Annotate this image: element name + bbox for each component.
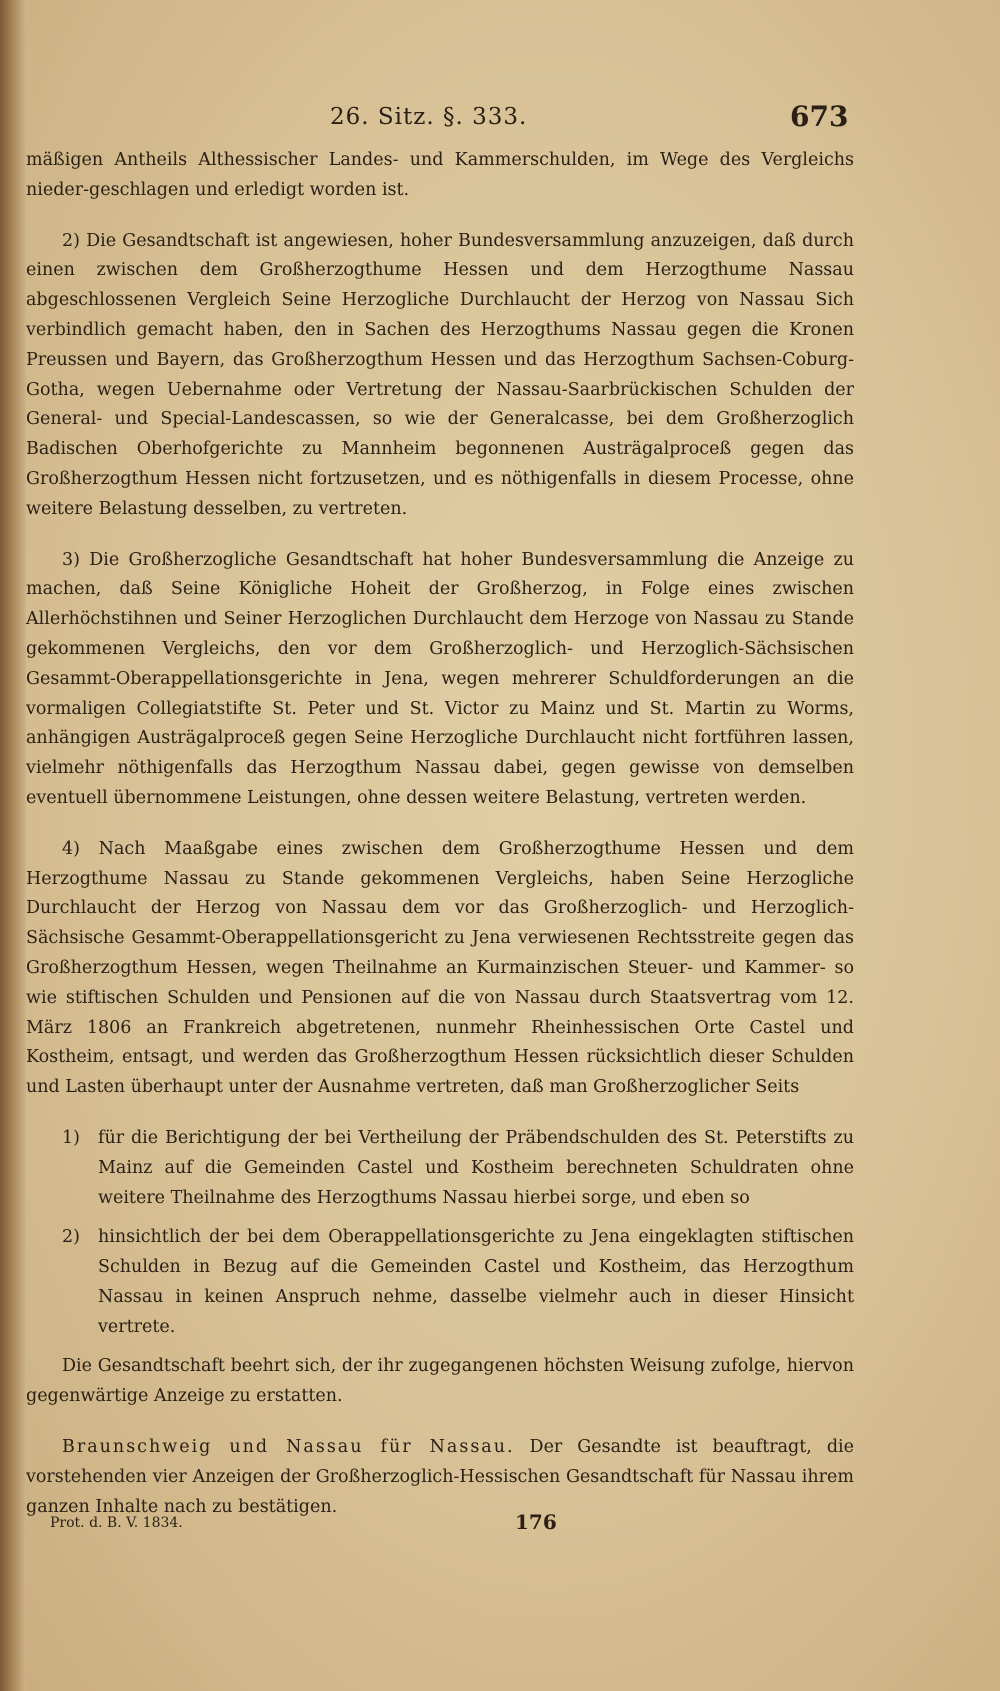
page-number: 673 [790, 100, 849, 133]
paragraph-continuation: mäßigen Antheils Althessischer Landes- und Kammerschulden, im Wege des Vergleichs nieder-geschlagen und erledigt worden ist. [26, 150, 854, 200]
paragraph-closing: Die Gesandtschaft beehrt sich, der ihr zugegangenen höchsten Weisung zufolge, hiervon gegenwärtige Anzeige zu erstatten. [26, 1356, 854, 1407]
sub-item-2-number: 2) [62, 1227, 80, 1248]
page-footer [0, 1510, 1000, 1540]
sub-item-2 [62, 1223, 854, 1342]
page-header [0, 100, 1000, 140]
paragraph-confirmation-text: Der Gesandte ist beauftragt, die vorstehenden vier Anzeigen der Großherzoglich-Hessischen Gesandtschaft für Nassau ihrem ganzen Inhalte nach zu bestätigen. [26, 1437, 854, 1517]
paragraph-confirmation-lead: Braunschweig und Nassau für Nassau. [62, 1437, 515, 1458]
sub-item-1-number: 1) [62, 1127, 80, 1148]
binding-gutter [0, 0, 26, 1691]
footer-signature: 176 [515, 1510, 557, 1534]
paragraph-item-3: 3) Die Großherzogliche Gesandtschaft hat hoher Bundesversammlung die Anzeige zu machen, daß Seine Königliche Hoheit der Großherzog, in Folge eines zwischen Allerhöchstihnen und Seiner Herzoglichen Durchlaucht dem Herzoge von Nassau zu Stande gekommenen Vergleichs, den vor dem Großherzoglich- und Herzoglich-Sächsischen Gesammt-Oberappellationsgerichte in Jena, wegen mehrerer Schuldforderungen an die vormaligen Collegiatstifte St. Peter und St. Victor zu Mainz und St. Martin zu Worms, anhängigen Austrägalproceß gegen Seine Herzogliche Durchlaucht nicht fortführen lassen, vielmehr nöthigenfalls das Herzogthum Nassau dabei, gegen gewisse von demselben eventuell übernommene Leistungen, ohne dessen weitere Belastung, vertreten werden. [26, 549, 854, 808]
page-body [26, 146, 854, 1543]
sub-item-1 [62, 1124, 854, 1213]
sub-item-2-text: hinsichtlich der bei dem Oberappellationsgerichte zu Jena eingeklagten stiftischen Schulden in Bezug auf die Gemeinden Castel und Kostheim, das Herzogthum Nassau in keinen Anspruch nehme, dasselbe vielmehr auch in dieser Hinsicht vertrete. [98, 1227, 854, 1337]
running-head: 26. Sitz. §. 333. [330, 104, 528, 130]
sub-item-1-text: für die Berichtigung der bei Vertheilung der Präbendschulden des St. Peterstifts zu Mainz auf die Gemeinden Castel und Kostheim berechneten Schuldraten ohne weitere Theilnahme des Herzogthums Nassau hierbei sorge, und eben so [98, 1127, 854, 1208]
paragraph-item-2: 2) Die Gesandtschaft ist angewiesen, hoher Bundesversammlung anzuzeigen, daß durch einen zwischen dem Großherzogthume Hessen und dem Herzogthume Nassau abgeschlossenen Vergleich Seine Herzogliche Durchlaucht der Herzog von Nassau Sich verbindlich gemacht haben, den in Sachen des Herzogthums Nassau gegen die Kronen Preussen und Bayern, das Großherzogthum Hessen und das Herzogthum Sachsen-Coburg-Gotha, wegen Uebernahme oder Vertretung der Nassau-Saarbrückischen Schulden der General- und Special-Landescassen, so wie der Generalcasse, bei dem Großherzoglich Badischen Oberhofgerichte zu Mannheim begonnenen Austrägalproceß gegen das Großherzogthum Hessen nicht fortzusetzen, und es nöthigenfalls in diesem Processe, ohne weitere Belastung desselben, zu vertreten. [26, 230, 854, 519]
paragraph-item-4: 4) Nach Maaßgabe eines zwischen dem Großherzogthume Hessen und dem Herzogthume Nassau zu Stande gekommenen Vergleichs, haben Seine Herzogliche Durchlaucht der Herzog von Nassau dem vor das Großherzoglich- und Herzoglich-Sächsische Gesammt-Oberappellationsgericht zu Jena verwiesenen Rechtsstreite gegen das Großherzogthum Hessen, wegen Theilnahme an Kurmainzischen Steuer- und Kammer- so wie stiftischen Schulden und Pensionen auf die von Nassau durch Staatsvertrag vom 12. März 1806 an Frankreich abgetretenen, nunmehr Rheinhessischen Orte Castel und Kostheim, entsagt, und werden das Großherzogthum Hessen rücksichtlich dieser Schulden und Lasten überhaupt unter der Ausnahme vertreten, daß man Großherzoglicher Seits [26, 838, 854, 1098]
footer-protocol: Prot. d. B. V. 1834. [50, 1515, 183, 1531]
